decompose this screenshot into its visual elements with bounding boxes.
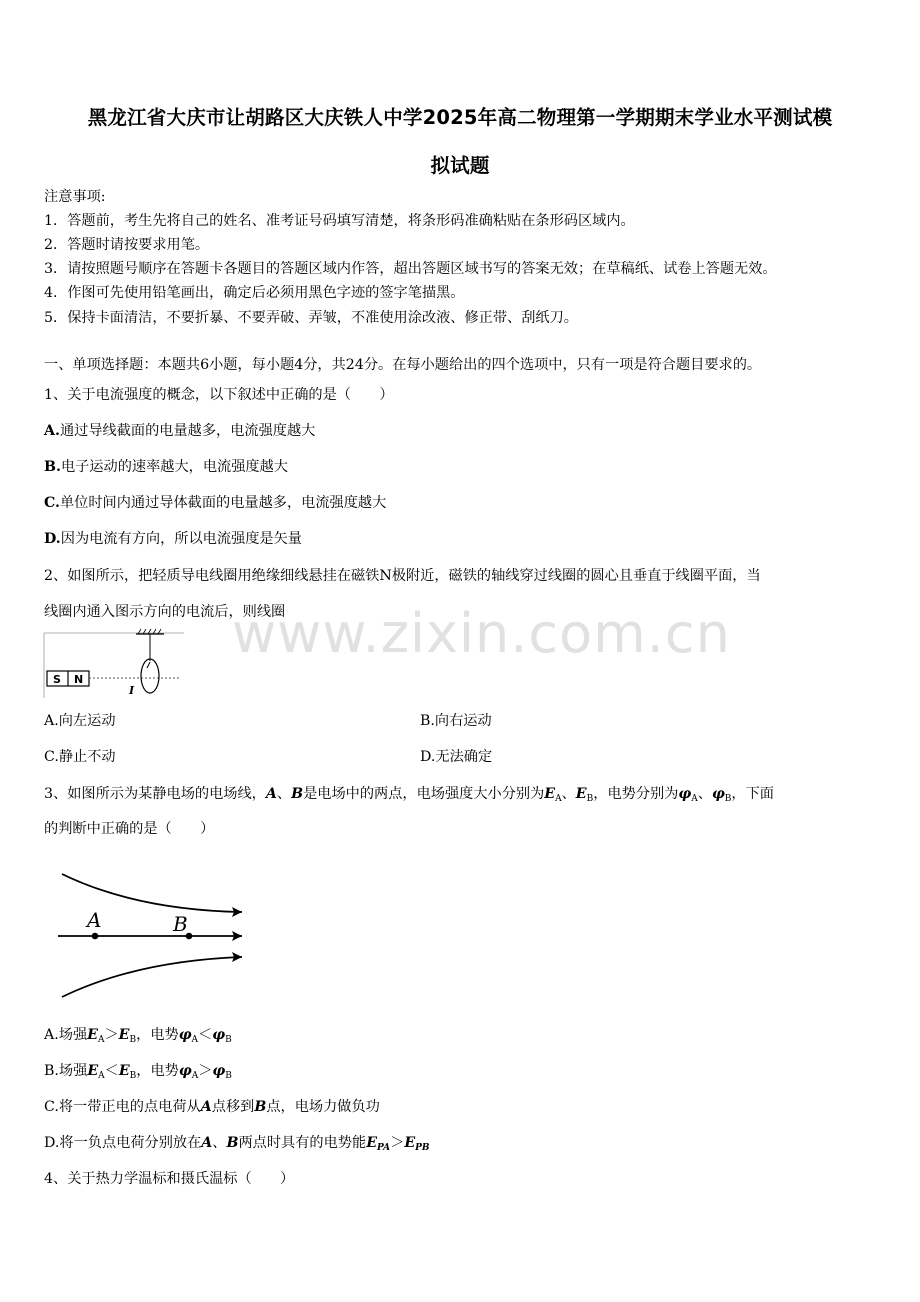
q2-option-d: D.无法确定 — [420, 749, 493, 765]
q2-stem-line1: 2、如图所示，把轻质导电线圈用绝缘细线悬挂在磁铁N极附近，磁铁的轴线穿过线圈的圆心且垂直于线圈平面，当 — [44, 568, 761, 584]
q3-optb-sub1: A — [98, 1071, 105, 1081]
q3-ea-symbol: E — [544, 786, 556, 802]
magnet-s-label: S — [53, 673, 61, 686]
q3-point-a: A — [265, 786, 277, 802]
q3-optd-e2: E — [404, 1135, 416, 1151]
q3-stem-line1 — [44, 785, 774, 803]
q3-eb-symbol: E — [575, 786, 587, 802]
q3-optc-b: B — [254, 1099, 267, 1115]
q1-option-b-letter: B. — [44, 459, 61, 475]
q1-option-a-text: 通过导线截面的电量越多，电流强度越大 — [59, 423, 316, 439]
point-b-label: B — [173, 912, 188, 936]
q3-phib-symbol: φ — [711, 786, 725, 802]
q2-option-c: C.静止不动 — [44, 749, 116, 765]
q1-option-c-letter: C. — [44, 495, 60, 511]
q3-opta-sub1: A — [97, 1035, 105, 1045]
q3-optd-sub2: PB — [415, 1143, 430, 1153]
q3-optc-pre: C.将一带正电的点电荷从 — [44, 1099, 201, 1115]
q3-stem-text-d: ，下面 — [731, 786, 774, 802]
q4-stem: 4、关于热力学温标和摄氏温标（ ） — [44, 1171, 295, 1187]
q3-optd-e1: E — [366, 1135, 378, 1151]
q1-option-d-text: 因为电流有方向，所以电流强度是矢量 — [60, 531, 302, 547]
coil-current-arrow — [147, 662, 150, 668]
q3-opta-sub4: B — [225, 1035, 232, 1045]
watermark: www.zixin.com.cn — [232, 602, 731, 665]
q3-phib-sub: B — [724, 794, 732, 804]
q3-optb-e1: E — [87, 1063, 99, 1079]
q3-opta-sub2: B — [129, 1035, 137, 1045]
q3-sep: 、 — [276, 786, 292, 802]
q3-opta-mid: ，电势 — [136, 1027, 179, 1043]
notice-item-1: 1．答题前，考生先将自己的姓名、准考证号码填写清楚，将条形码准确粘贴在条形码区域内。 — [44, 213, 635, 229]
q3-sep3: 、 — [697, 786, 712, 802]
q3-electric-field-figure — [56, 868, 256, 1003]
q3-opta-sub3: A — [191, 1035, 199, 1045]
q3-eb-sub: B — [586, 794, 594, 804]
notice-item-4: 4．作图可先使用铅笔画出，确定后必须用黑色字迹的签字笔描黑。 — [44, 285, 465, 301]
q1-option-d-letter: D. — [44, 531, 61, 547]
q3-optb-pre: B.场强 — [44, 1063, 88, 1079]
q3-phia-symbol: φ — [678, 786, 692, 802]
point-a-dot — [92, 933, 99, 940]
section-heading: 一、单项选择题：本题共6小题，每小题4分，共24分。在每小题给出的四个选项中，只有一项是符合题目要求的。 — [44, 357, 762, 373]
q3-optd-sub1: PA — [377, 1143, 391, 1153]
q3-opta-pre: A.场强 — [44, 1027, 88, 1043]
notice-item-5: 5．保持卡面清洁，不要折暴、不要弄破、弄皱，不准使用涂改液、修正带、刮纸刀。 — [44, 310, 578, 326]
q3-opta-e1: E — [87, 1027, 98, 1043]
q3-optb-gt: ＞ — [198, 1063, 213, 1079]
q2-stem-line2: 线圈内通入图示方向的电流后，则线圈 — [44, 604, 286, 620]
q3-optc-a: A — [200, 1099, 212, 1115]
q3-optd-pre: D.将一负点电荷分别放在 — [44, 1135, 202, 1151]
q3-optb-sub2: B — [129, 1071, 137, 1081]
q1-option-d — [44, 530, 302, 548]
q3-optd-b: B — [226, 1135, 239, 1151]
q3-optc-post: 点，电场力做负功 — [266, 1099, 380, 1115]
q3-optd-sep: 、 — [212, 1135, 227, 1151]
notice-heading: 注意事项: — [44, 189, 106, 205]
q3-ea-sub: A — [555, 794, 562, 804]
coil-ring — [141, 659, 159, 693]
q3-point-b: B — [291, 786, 304, 802]
magnet-n-label: N — [74, 673, 84, 686]
q3-optb-mid: ，电势 — [136, 1063, 179, 1079]
q3-stem-line2: 的判断中正确的是（ ） — [44, 821, 215, 837]
q3-stem-text-c: ，电势分别为 — [593, 786, 679, 802]
q2-magnet-coil-figure — [44, 628, 184, 700]
q3-opta-gt: ＞ — [104, 1027, 119, 1043]
page-title-line2: 拟试题 — [430, 154, 490, 177]
q1-option-b-text: 电子运动的速率越大，电流强度越大 — [60, 459, 288, 475]
q3-option-a — [44, 1026, 232, 1044]
q3-opta-phi2: φ — [212, 1027, 226, 1043]
q3-stem-text-b: 是电场中的两点，电场强度大小分别为 — [303, 786, 545, 802]
q3-optd-a: A — [201, 1135, 213, 1151]
q3-optb-phi1: φ — [178, 1063, 192, 1079]
point-a-label: A — [87, 908, 102, 932]
q3-option-c — [44, 1098, 380, 1116]
q1-stem: 1、关于电流强度的概念，以下叙述中正确的是（ ） — [44, 387, 394, 403]
page-title-line1: 黑龙江省大庆市让胡路区大庆铁人中学2025年高二物理第一学期期末学业水平测试模 — [87, 106, 833, 129]
q3-optb-lt: ＜ — [104, 1063, 119, 1079]
q3-opta-phi1: φ — [178, 1027, 192, 1043]
q3-opta-e2: E — [118, 1027, 130, 1043]
q3-optb-sub4: B — [225, 1071, 232, 1081]
field-line-top — [62, 874, 242, 912]
q3-optd-gt: ＞ — [390, 1135, 405, 1151]
q3-option-b — [44, 1062, 232, 1080]
q3-optb-sub3: A — [191, 1071, 199, 1081]
q2-option-a: A.向左运动 — [44, 713, 116, 729]
field-line-bottom — [62, 957, 242, 997]
q3-optc-mid: 点移到 — [211, 1099, 255, 1115]
q3-optd-mid: 两点时具有的电势能 — [238, 1135, 367, 1151]
q3-option-d — [44, 1134, 430, 1152]
notice-item-2: 2．答题时请按要求用笔。 — [44, 237, 210, 253]
q1-option-a — [44, 422, 315, 440]
notice-item-3: 3．请按照题号顺序在答题卡各题目的答题区域内作答，超出答题区域书写的答案无效；在草稿纸、试卷上答题无效。 — [44, 261, 777, 277]
q3-sep2: 、 — [561, 786, 576, 802]
q3-optb-e2: E — [118, 1063, 130, 1079]
q3-stem-text-a: 3、如图所示为某静电场的电场线， — [44, 786, 266, 802]
q1-option-b — [44, 458, 288, 476]
q3-phia-sub: A — [691, 794, 698, 804]
q3-optb-phi2: φ — [212, 1063, 226, 1079]
q2-option-b: B.向右运动 — [420, 713, 492, 729]
q1-option-a-letter: A. — [44, 423, 60, 439]
q1-option-c-text: 单位时间内通过导体截面的电量越多，电流强度越大 — [59, 495, 387, 511]
q1-option-c — [44, 494, 386, 512]
current-label-i: I — [129, 684, 135, 697]
q3-opta-lt: ＜ — [198, 1027, 213, 1043]
